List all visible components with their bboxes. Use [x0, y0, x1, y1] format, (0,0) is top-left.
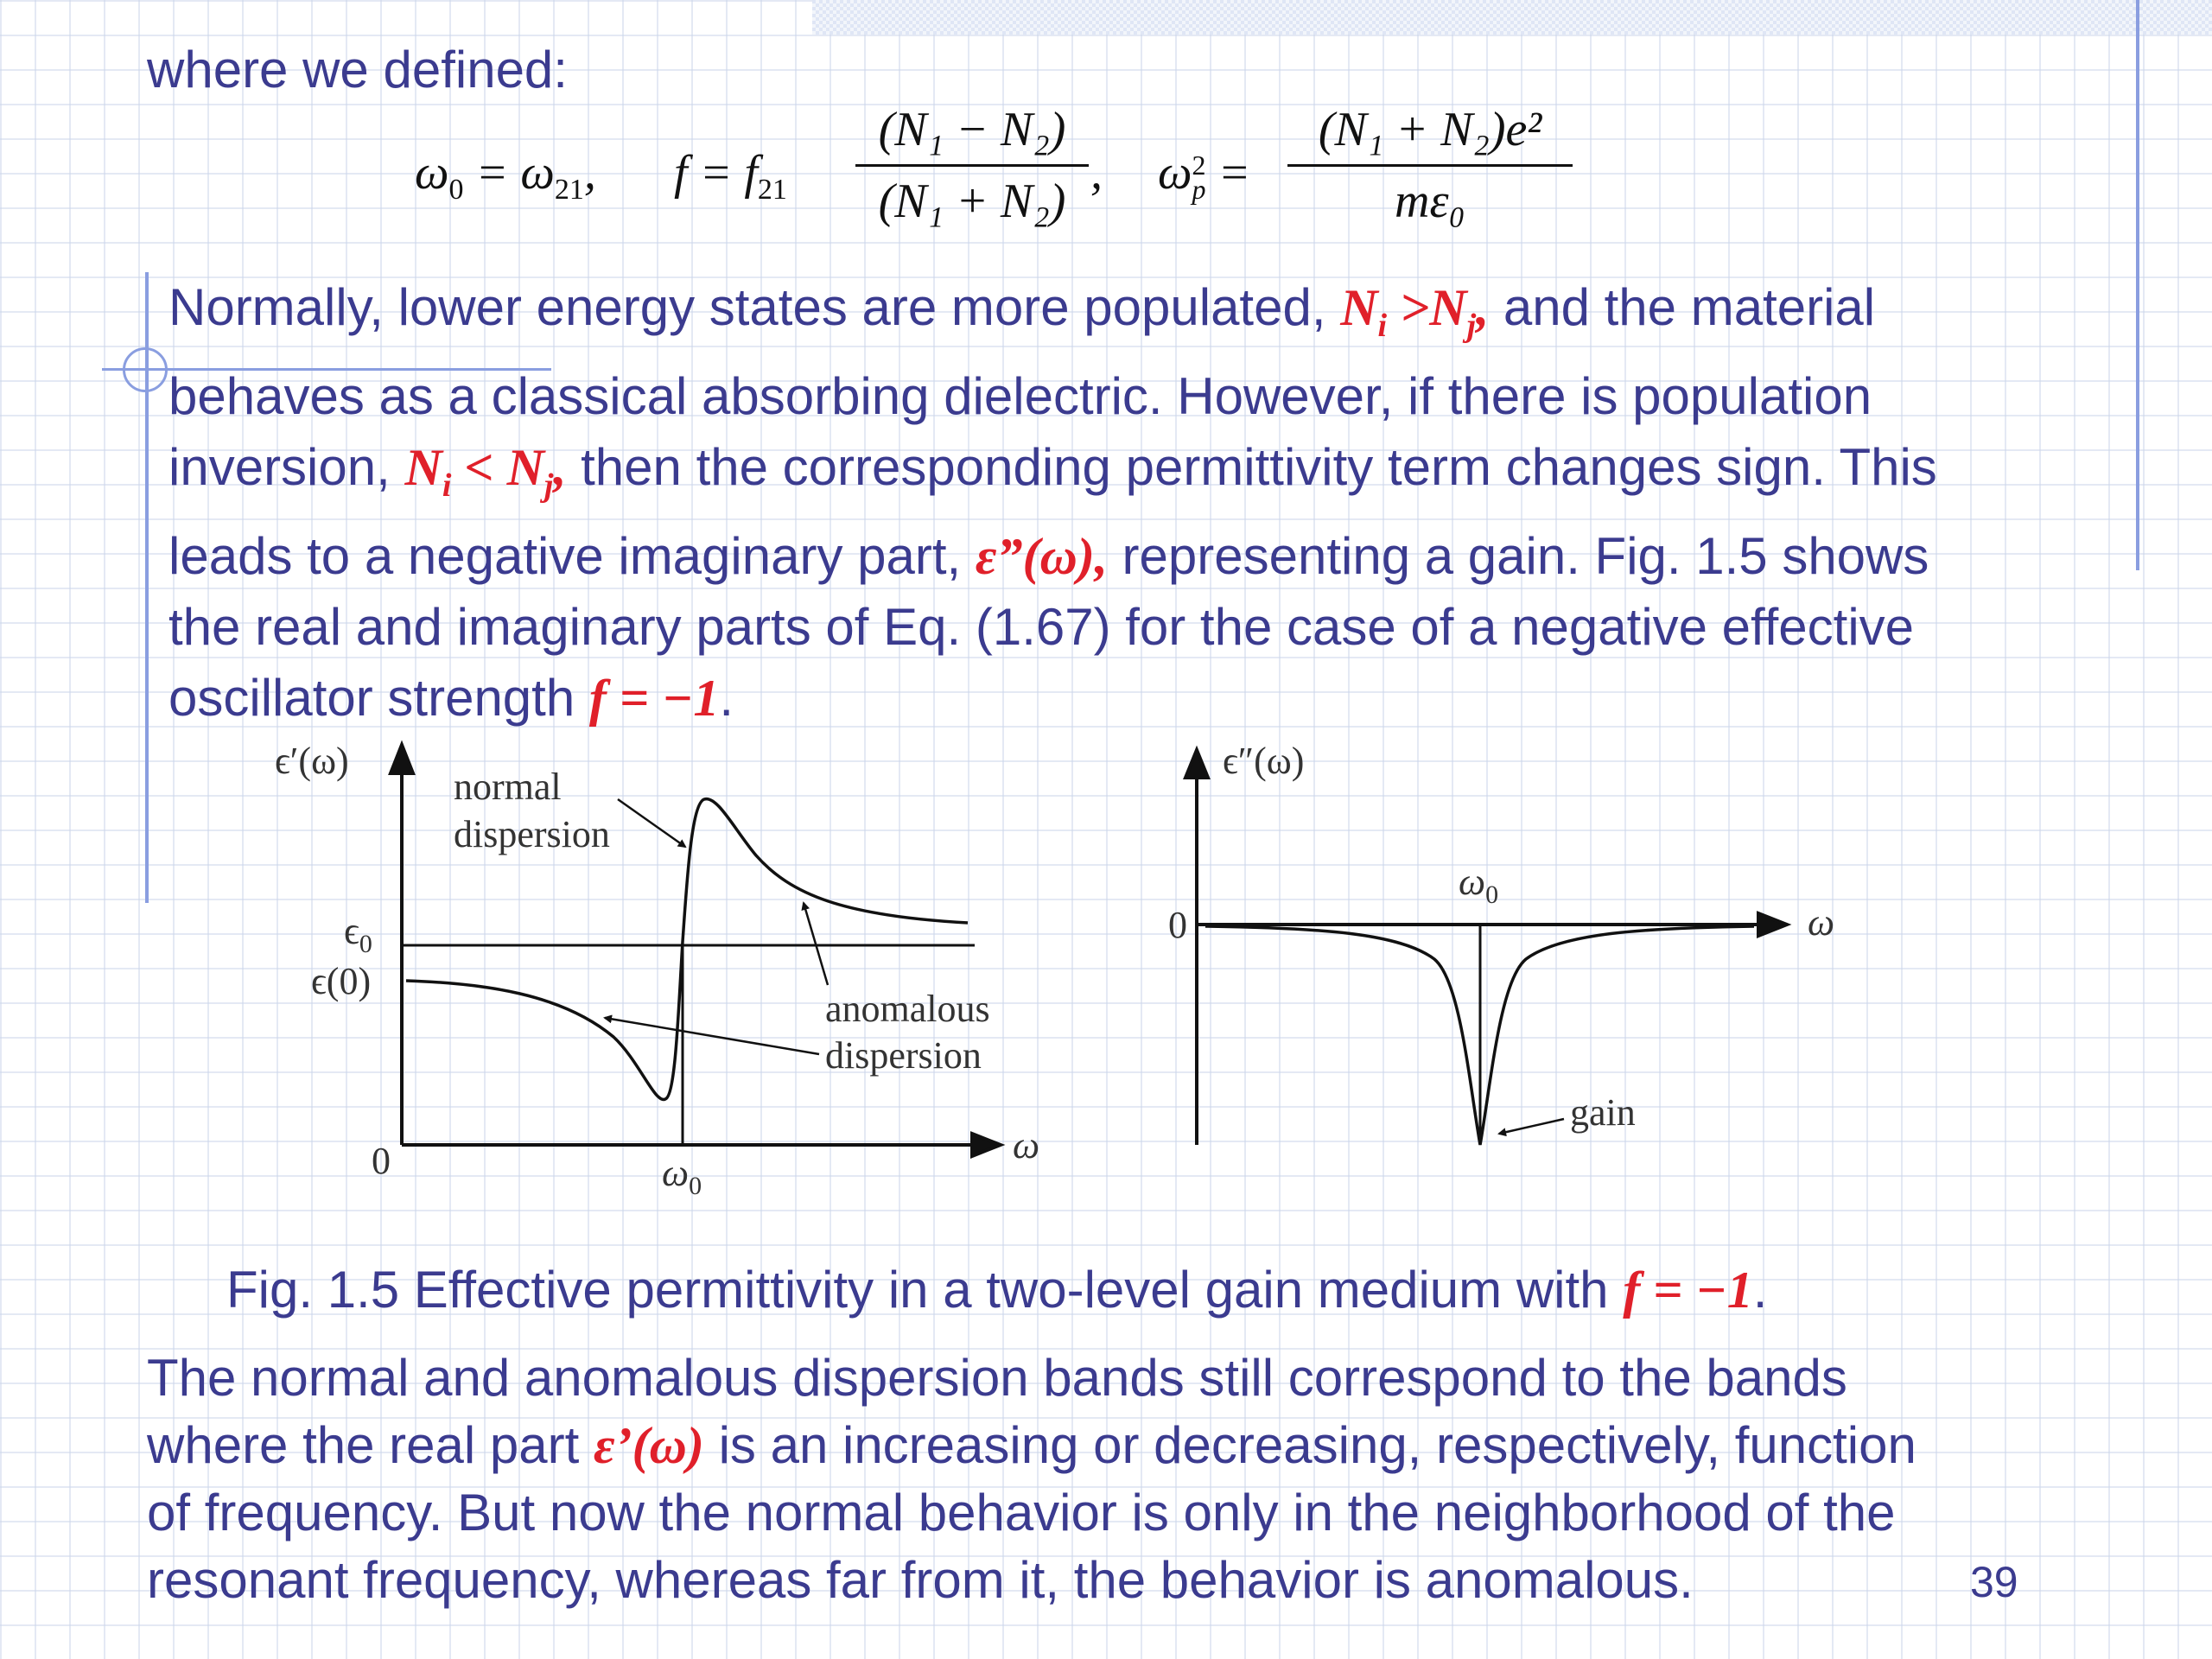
left-x-label: ω — [1013, 1124, 1040, 1166]
imaginary-part-plot — [1185, 750, 1787, 1145]
gain-label: gain — [1570, 1091, 1636, 1134]
left-x-arrow — [972, 1134, 1001, 1156]
eps0-label: $\epsilon_0$ — [344, 910, 372, 958]
left-y-label: ϵ′(ω) — [275, 740, 349, 782]
page-number: 39 — [1970, 1558, 2018, 1606]
right-omega0-label: $\omega_0$ — [1459, 861, 1499, 909]
eps-zero-label: ϵ(0) — [311, 960, 372, 1002]
anomalous-label-2: dispersion — [825, 1034, 982, 1077]
right-x-label: ω — [1808, 901, 1835, 944]
right-y-arrow — [1185, 750, 1208, 778]
left-omega0-label: $\omega_0$ — [662, 1152, 702, 1200]
paragraph-population: Normally, lower energy states are more populated, $N_i >N_j$, and the material behaves as a classical absorbing dielectric. However, if there is population inversion, $N_i < N_j$, then the corresponding permittivity term changes sign. This leads to a negative imaginary part, ε”(ω), representing a gain. Fig. 1.5 shows the real and imaginary parts of Eq. (1.67) for the case of a negative effective oscillator strength f = −1. — [168, 278, 1937, 727]
left-y-arrow — [391, 745, 413, 773]
figure-caption: Fig. 1.5 Effective permittivity in a two-level gain medium with f = −1. — [226, 1261, 1768, 1319]
right-y-label: ϵ″(ω) — [1223, 740, 1305, 782]
definition-equation: $\omega_0 = \omega_{21}$, $f = f_{21}$ (N₁ − N₂) (N₁ + N₂) , ω 2 p = (N₁ + N₂)e² mε₀ — [415, 95, 1581, 251]
anomalous-label-1: anomalous — [825, 988, 990, 1030]
anomalous-pointer-lower — [605, 1018, 819, 1054]
normal-dispersion-pointer — [618, 799, 685, 847]
left-origin-label: 0 — [372, 1140, 391, 1182]
gain-pointer — [1499, 1119, 1564, 1134]
normal-label-2: dispersion — [454, 813, 610, 855]
normal-label-1: normal — [454, 766, 562, 808]
paragraph-dispersion: The normal and anomalous dispersion bands still correspond to the bands where the real part ε’(ω) is an increasing or decreasing, respectively, function of frequency. But now the normal behavior is only in the neighborhood of the resonant frequency, whereas far from it, the behavior is anomalous. — [147, 1349, 1916, 1609]
intro-text: where we defined: — [147, 41, 568, 99]
right-origin-label: 0 — [1168, 904, 1187, 946]
right-x-arrow — [1758, 913, 1787, 936]
